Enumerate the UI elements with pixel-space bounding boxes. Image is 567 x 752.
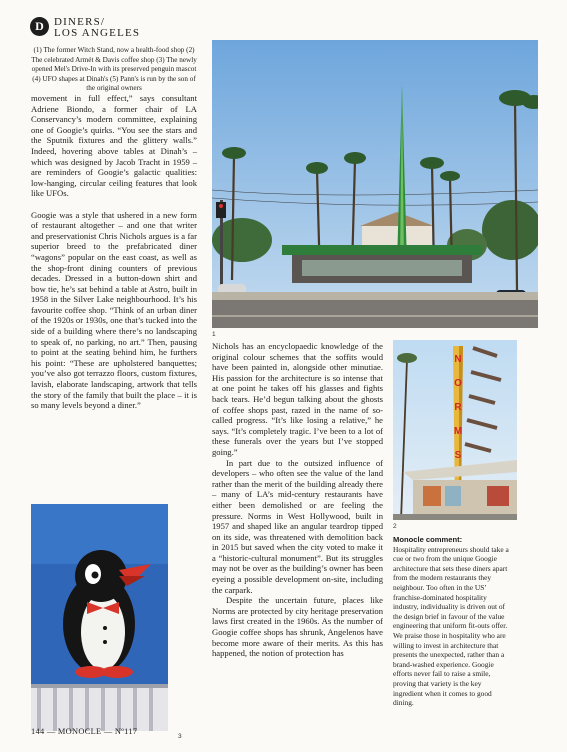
photo-number-1: 1: [212, 331, 216, 338]
photo-captions: (1) The former Witch Stand, now a health-food shop (2) The celebrated Armét & Davis coffee shop (3) The newly opened Mel's Drive-In with its preserved penguin mascot (4) UFO shapes at Dinah's (5) Pann's is run by the son of the original owners: [31, 46, 197, 93]
section-header: [30, 16, 210, 42]
paragraph: Despite the uncertain future, places like Norms are protected by city heritage preservation laws first created in the 1960s. As the number of Googie coffee shops has shrunk, Angelenos have become more aware of their merits. As this has happened, the notion of protection has: [212, 595, 383, 659]
page-footer: 144 — MONOCLE — Nº117: [31, 727, 138, 736]
norms-sign-letter: R: [454, 402, 462, 413]
norms-sign-letter: N: [454, 354, 462, 365]
penguin-mascot-illustration: [31, 504, 168, 731]
paragraph: Googie was a style that ushered in a new form of restaurant altogether – and one that writer and preservationist Chris Nichols argues is a far superior breed to the prefabricated diner “wagons” popular on the east coast, as well as the shop-front dining counters of previous decades. Dressed in a button-down shirt and bow tie, he’s sat behind a table at Astro, built in 1958 in the Silver Lake neighbourhood. It’s his favourite coffee shop. “Think of an urban diner of the 1920s or 1930s, one that’s tucked into the side of a building where there’s no landscaping to speak of, no parking, no art.” Then, pausing to point at the seating behind him, he furthers his point: “These are upholstered banquettes; you’ve also got terrazzo floors, custom fixtures, lavish, elaborate landscaping, artwork that tells the story of the family that built the place – it is so many levels beyond a diner.”: [31, 209, 197, 411]
paragraph: In part due to the outsized influence of developers – who often see the value of the land rather than the merit of the building already there – many of LA’s mid-century restaurants have either been demolished or are feeling the pressure. Norms in West Hollywood, built in 1957 and shaped like an angular teardrop tipped on its side, was threatened with demolition back in 2015 but saved when the city voted to make it a “historic-cultural monument”. But its struggles may not be over as the building’s owner has been eyeing a possible development on-site, including the carpark.: [212, 457, 383, 595]
section-subtitle: LOS ANGELES: [54, 27, 141, 39]
comment-heading: Monocle comment:: [393, 535, 463, 544]
paragraph: Nichols has an encyclopaedic knowledge of the original colour schemes that the soffits would have been painted in, alongside other minutiae. His passion for the architecture is so intense that at one point he takes off his glasses and fights back tears. He’d begun talking about the ghosts of coffee shops past, razed in the name of so-called progress. “It’s like losing a relative,” he says. “It’s completely tragic. I’ve been to a lot of these funerals over the years but I’ve stopped going.”: [212, 341, 383, 457]
norms-sign-letter: M: [453, 426, 463, 437]
photo-number-3: 3: [178, 733, 182, 740]
comment-body: Hospitality entrepreneurs should take a cue or two from the unique Googie architecture that sets these diners apart from the modern restaurants they neighbour. Too often in the US’ franchise-dominated hospitality industry, individuality is driven out of the design brief in favour of the value engineering that uniform fit-outs offer. We praise those in hospitality who are willing to invest in architecture that presents the unexpected, rather than a brand-washed experience. Googie efforts never fail to raise a smile, proving that variety is the key ingredient when it comes to good dining.: [393, 544, 509, 708]
paragraph: movement in full effect,” says consultant Adriene Biondo, a former chair of LA Conservancy’s modern committee, explaining one of Googie’s quirks. “You see the stars and the Sputnik fixtures and the glittery walls.” Indeed, hovering above tables at Dinah’s – which was designed by Jacob Tracht in 1959 – are reminders of Googie’s galactic qualities: low-hanging, circular ceiling features that look like UFOs.: [31, 93, 197, 199]
article-column-2: [212, 341, 383, 721]
section-title: DINERS/: [54, 16, 106, 28]
photo-norms: [393, 340, 517, 520]
photo-witch-stand: [212, 40, 538, 328]
norms-sign-letter: S: [454, 450, 462, 461]
monocle-comment: [393, 535, 511, 708]
photo-penguin: [31, 504, 168, 731]
photo-number-2: 2: [393, 523, 397, 530]
norms-sign-illustration: [393, 340, 517, 520]
street-scene-illustration: [212, 40, 538, 328]
article-column-1: [31, 93, 197, 493]
section-badge: D: [30, 17, 49, 36]
norms-sign-letter: O: [454, 378, 462, 389]
